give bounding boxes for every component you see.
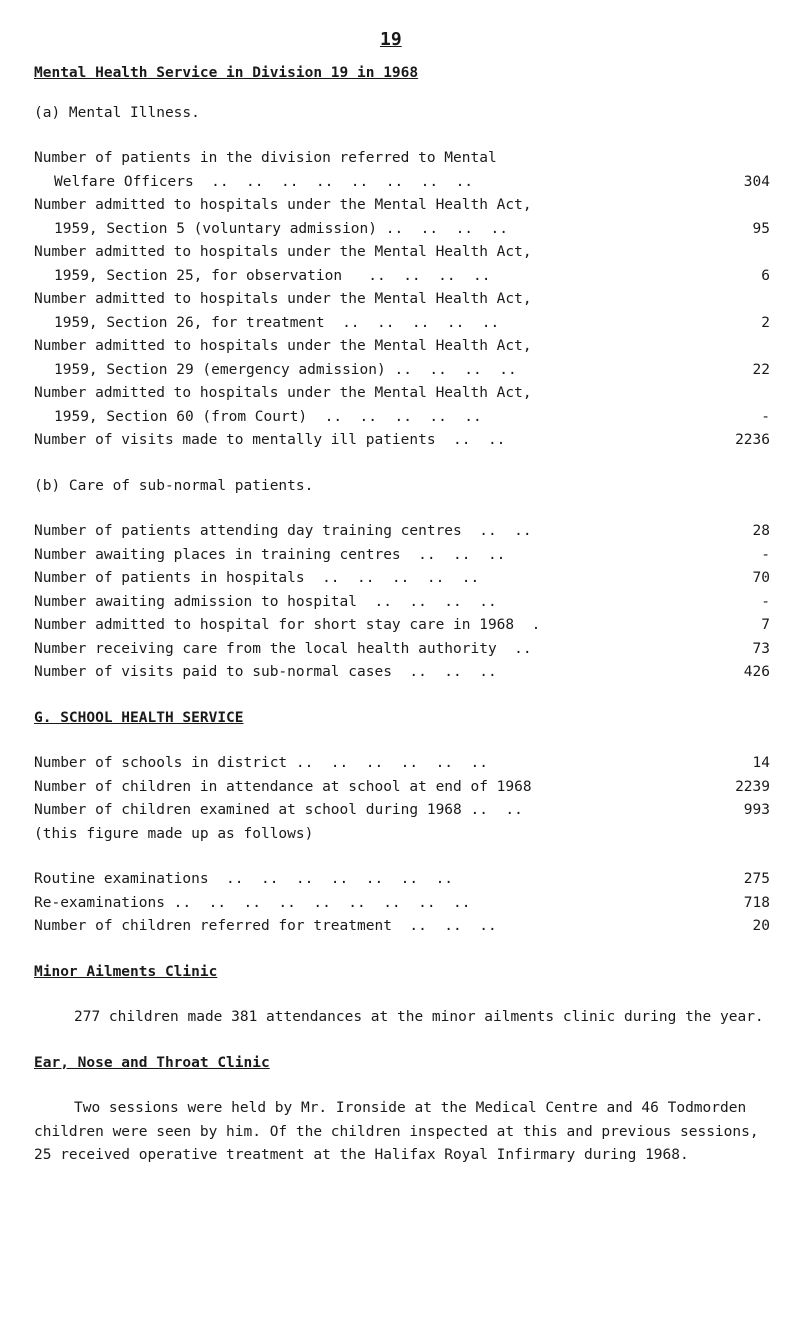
table-row bbox=[34, 288, 770, 335]
row-value: 6 bbox=[761, 267, 770, 284]
row-label-cont: 1959, Section 25, for observation .. .. .. .. bbox=[54, 267, 491, 284]
row-value: 993 bbox=[743, 802, 770, 818]
row-value: 14 bbox=[752, 755, 770, 771]
row-label: Re-examinations .. .. .. .. .. .. .. .. .. bbox=[34, 894, 471, 911]
row-label: Number admitted to hospitals under the Mental Health Act, bbox=[34, 291, 532, 307]
minor-ailments-text: 277 children made 381 attendances at the minor ailments clinic during the year. bbox=[74, 1009, 764, 1025]
row-value: - bbox=[761, 546, 770, 563]
row-label: Number of children in attendance at school at end of 1968 bbox=[34, 778, 532, 795]
table-row bbox=[34, 661, 770, 685]
row-label: Number awaiting admission to hospital .. .. .. .. bbox=[34, 593, 497, 610]
row-label-cont: 1959, Section 26, for treatment .. .. .. .. .. bbox=[54, 314, 500, 331]
row-label: Number admitted to hospital for short stay care in 1968 . bbox=[34, 617, 541, 633]
table-row bbox=[34, 776, 770, 800]
document-body bbox=[34, 62, 770, 1168]
row-label-cont: 1959, Section 29 (emergency admission) .. .. .. .. bbox=[54, 361, 517, 378]
row-label: Number of patients attending day training centres .. .. bbox=[34, 523, 532, 539]
school-health-table bbox=[34, 752, 770, 939]
page-title: Mental Health Service in Division 19 in 1968 bbox=[34, 65, 419, 81]
table-row bbox=[34, 892, 770, 916]
row-value: 275 bbox=[743, 871, 770, 887]
page-number: 19 bbox=[380, 29, 402, 50]
table-row bbox=[34, 638, 770, 662]
row-value: 22 bbox=[752, 361, 770, 378]
row-label: Number of patients in the division referred to Mental bbox=[34, 150, 497, 166]
row-label-cont: 1959, Section 60 (from Court) .. .. .. .. .. bbox=[54, 408, 482, 425]
table-row bbox=[34, 915, 770, 939]
table-row bbox=[34, 752, 770, 776]
row-value: 73 bbox=[752, 640, 770, 657]
table-row bbox=[34, 567, 770, 591]
table-row bbox=[34, 194, 770, 241]
row-label: Number admitted to hospitals under the Mental Health Act, bbox=[34, 197, 532, 213]
table-row bbox=[34, 335, 770, 382]
row-label-cont: 1959, Section 5 (voluntary admission) .. .. .. .. bbox=[54, 220, 508, 237]
section-b-heading: (b) Care of sub-normal patients. bbox=[34, 477, 314, 494]
section-a-heading: (a) Mental Illness. bbox=[34, 104, 200, 121]
row-label: Number admitted to hospitals under the Mental Health Act, bbox=[34, 244, 532, 260]
row-value: 718 bbox=[743, 894, 770, 911]
table-row bbox=[34, 520, 770, 544]
row-label: Number of children referred for treatment .. .. .. bbox=[34, 918, 497, 934]
row-label: Routine examinations .. .. .. .. .. .. .. bbox=[34, 871, 454, 887]
ent-clinic-text: Two sessions were held by Mr. Ironside at the Medical Centre and 46 Todmorden children were seen by him. Of the children inspected at this and previous sessions, 25 received operative treatment at the Halifax Royal Infirmary during 1968. bbox=[34, 1100, 759, 1163]
ent-clinic-heading: Ear, Nose and Throat Clinic bbox=[34, 1054, 270, 1071]
row-value: 95 bbox=[752, 220, 770, 237]
table-row bbox=[34, 382, 770, 429]
table-row bbox=[34, 241, 770, 288]
row-label: Number admitted to hospitals under the Mental Health Act, bbox=[34, 338, 532, 354]
school-health-heading: G. SCHOOL HEALTH SERVICE bbox=[34, 709, 244, 726]
table-row bbox=[34, 544, 770, 568]
table-row bbox=[34, 429, 770, 453]
table-row bbox=[34, 799, 770, 823]
row-value: 2239 bbox=[735, 778, 770, 795]
row-value: 20 bbox=[752, 918, 770, 934]
minor-ailments-heading: Minor Ailments Clinic bbox=[34, 963, 218, 980]
table-row bbox=[34, 147, 770, 194]
row-value: 2236 bbox=[735, 432, 770, 448]
row-value: 304 bbox=[743, 173, 770, 190]
row-value: 7 bbox=[761, 617, 770, 633]
row-value: - bbox=[761, 408, 770, 425]
section-a-table bbox=[34, 147, 770, 453]
row-label: Number awaiting places in training centres .. .. .. bbox=[34, 546, 506, 563]
row-label: Number of children examined at school during 1968 .. .. bbox=[34, 802, 523, 818]
row-label: Number of schools in district .. .. .. .. .. .. bbox=[34, 755, 488, 771]
table-row bbox=[34, 614, 770, 638]
section-b-table bbox=[34, 520, 770, 685]
row-value: - bbox=[761, 593, 770, 610]
table-note: (this figure made up as follows) bbox=[34, 825, 314, 842]
row-label: Number admitted to hospitals under the Mental Health Act, bbox=[34, 385, 532, 401]
row-label: Number receiving care from the local health authority .. bbox=[34, 640, 532, 657]
row-value: 426 bbox=[743, 664, 770, 680]
row-label: Number of patients in hospitals .. .. .. .. .. bbox=[34, 570, 480, 586]
table-row bbox=[34, 591, 770, 615]
row-value: 2 bbox=[761, 314, 770, 331]
row-value: 70 bbox=[752, 570, 770, 586]
row-label: Number of visits made to mentally ill patients .. .. bbox=[34, 432, 506, 448]
row-label: Number of visits paid to sub-normal cases .. .. .. bbox=[34, 664, 497, 680]
table-row bbox=[34, 868, 770, 892]
row-value: 28 bbox=[752, 523, 770, 539]
row-label-cont: Welfare Officers .. .. .. .. .. .. .. .. bbox=[54, 173, 474, 190]
